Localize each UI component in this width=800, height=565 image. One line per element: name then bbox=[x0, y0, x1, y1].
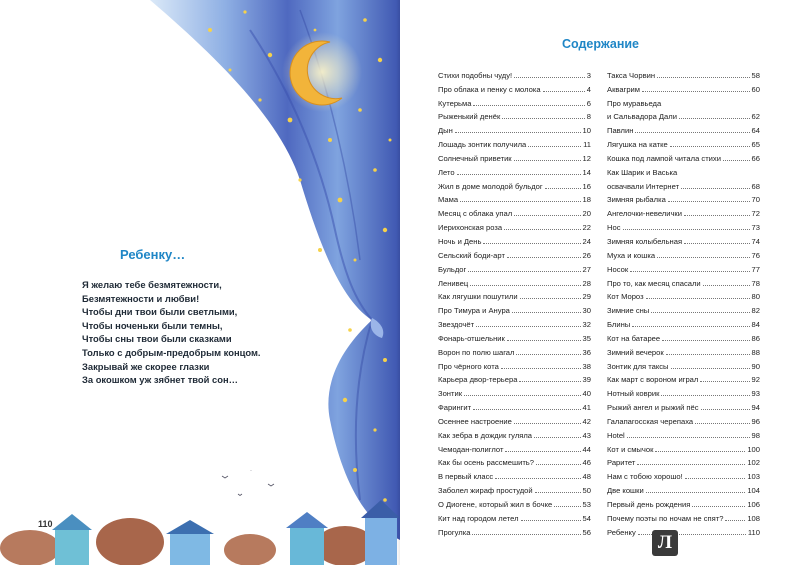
toc-entry-page: 76 bbox=[751, 250, 760, 260]
toc-entry bbox=[607, 232, 760, 246]
toc-entry bbox=[607, 440, 760, 454]
toc-entry bbox=[438, 343, 591, 357]
toc-leader-dots bbox=[519, 381, 580, 382]
poem-line: Чтобы дни твои были светлыми, bbox=[82, 306, 238, 318]
toc-entry-page: 56 bbox=[582, 527, 591, 537]
toc-entry-page: 46 bbox=[582, 458, 591, 468]
toc-leader-dots bbox=[655, 451, 745, 452]
toc-leader-dots bbox=[476, 326, 580, 327]
toc-entry bbox=[607, 94, 760, 108]
toc-entry bbox=[607, 426, 760, 440]
toc-entry bbox=[607, 135, 760, 149]
toc-entry-title: Кот Мороз bbox=[607, 292, 644, 302]
toc-entry-page: 104 bbox=[747, 486, 760, 496]
toc-leader-dots bbox=[512, 312, 581, 313]
toc-entry-page: 6 bbox=[586, 98, 591, 108]
toc-entry bbox=[438, 384, 591, 398]
toc-entry bbox=[438, 523, 591, 537]
toc-leader-dots bbox=[514, 160, 581, 161]
toc-entry-page: 73 bbox=[751, 223, 760, 233]
toc-leader-dots bbox=[627, 437, 750, 438]
toc-leader-dots bbox=[504, 229, 580, 230]
toc-leader-dots bbox=[534, 437, 581, 438]
toc-entry bbox=[438, 371, 591, 385]
toc-entry-page: 42 bbox=[582, 416, 591, 426]
toc-leader-dots bbox=[725, 520, 745, 521]
toc-entry-page: 82 bbox=[751, 306, 760, 316]
toc-entry-page: 4 bbox=[586, 84, 591, 94]
toc-leader-dots bbox=[472, 534, 580, 535]
toc-entry-title: Кот на батарее bbox=[607, 333, 661, 343]
toc-entry-title: Зимняя колыбельная bbox=[607, 236, 683, 246]
toc-leader-dots bbox=[457, 174, 581, 175]
poem-line: Закрывай же скорее глазки bbox=[82, 360, 210, 372]
toc-entry-title: Две кошки bbox=[607, 486, 644, 496]
toc-entry-title: О Диогене, который жил в бочке bbox=[438, 500, 553, 509]
toc-entry-title: Зимний вечерок bbox=[607, 347, 664, 357]
toc-entry-page: 39 bbox=[582, 375, 591, 385]
toc-entry bbox=[607, 80, 760, 94]
toc-entry-title: Почему поэты по ночам не спят? bbox=[607, 513, 724, 523]
toc-column-right bbox=[607, 66, 760, 537]
toc-leader-dots bbox=[623, 229, 750, 230]
toc-column-left bbox=[438, 66, 591, 537]
toc-leader-dots bbox=[470, 285, 580, 286]
toc-entry-title: Про чёрного кота bbox=[438, 361, 499, 371]
toc-entry bbox=[607, 467, 760, 481]
toc-entry bbox=[607, 288, 760, 302]
toc-entry bbox=[607, 204, 760, 218]
toc-leader-dots bbox=[695, 423, 749, 424]
toc-entry-page: 77 bbox=[751, 264, 760, 274]
poem-line: Только с добрым-предобрым концом. bbox=[82, 346, 261, 358]
toc-leader-dots bbox=[651, 312, 749, 313]
toc-entry-page: 54 bbox=[582, 513, 591, 523]
toc-entry bbox=[438, 440, 591, 454]
toc-entry bbox=[438, 509, 591, 523]
toc-entry-page: 28 bbox=[582, 278, 591, 288]
toc-entry-title: Фарингит bbox=[438, 403, 472, 413]
toc-entry-page: 29 bbox=[582, 292, 591, 302]
toc-leader-dots bbox=[473, 105, 584, 106]
toc-entry-title: Про муравьеда bbox=[607, 98, 662, 108]
toc-entry-title: Зимняя рыбалка bbox=[607, 195, 666, 205]
toc-entry bbox=[607, 481, 760, 495]
toc-entry-title: Нам с тобою хорошо! bbox=[607, 472, 683, 482]
toc-entry-page: 103 bbox=[747, 472, 760, 482]
toc-leader-dots bbox=[460, 201, 580, 202]
toc-entry bbox=[438, 357, 591, 371]
toc-entry-title: Такса Чорвин bbox=[607, 70, 656, 80]
toc-entry-page: 96 bbox=[751, 416, 760, 426]
toc-entry-page: 11 bbox=[583, 140, 591, 150]
toc-entry bbox=[607, 177, 760, 191]
toc-entry-title: Как лягушки пошутили bbox=[438, 292, 518, 302]
toc-leader-dots bbox=[666, 354, 750, 355]
toc-entry-page: 64 bbox=[751, 126, 760, 136]
toc-entry-page: 80 bbox=[751, 292, 760, 302]
toc-leader-dots bbox=[684, 243, 749, 244]
toc-entry bbox=[438, 467, 591, 481]
toc-entry-title: Карьера двор-терьера bbox=[438, 375, 518, 385]
toc-leader-dots bbox=[554, 506, 580, 507]
toc-entry-page: 14 bbox=[582, 167, 591, 177]
toc-entry bbox=[607, 398, 760, 412]
toc-entry-title: Чемодан-полиглот bbox=[438, 444, 504, 454]
toc-leader-dots bbox=[516, 354, 580, 355]
toc-entry-title: Как март с вороном играл bbox=[607, 375, 699, 385]
toc-entry-title: Носок bbox=[607, 264, 629, 274]
toc-entry-page: 72 bbox=[751, 209, 760, 219]
toc-leader-dots bbox=[700, 381, 749, 382]
toc-leader-dots bbox=[670, 146, 750, 147]
town-illustration bbox=[0, 470, 400, 565]
toc-entry bbox=[607, 343, 760, 357]
toc-entry-title: Лошадь зонтик получила bbox=[438, 140, 527, 150]
toc-entry bbox=[438, 495, 591, 509]
toc-entry-title: Ночь и День bbox=[438, 236, 482, 246]
toc-leader-dots bbox=[661, 395, 749, 396]
toc-leader-dots bbox=[514, 215, 580, 216]
toc-entry-title: Муха и кошка bbox=[607, 250, 656, 260]
toc-entry-title: Мама bbox=[438, 195, 459, 205]
toc-entry-title: Аквагрим bbox=[607, 84, 641, 94]
toc-entry-title: Лягушка на катке bbox=[607, 140, 668, 150]
toc-entry-title: Стихи подобны чуду! bbox=[438, 70, 513, 80]
toc-leader-dots bbox=[514, 77, 585, 78]
page-number: 110 bbox=[38, 519, 53, 529]
toc-entry bbox=[438, 426, 591, 440]
toc-entry-page: 68 bbox=[751, 181, 760, 191]
toc-entry-page: 70 bbox=[751, 195, 760, 205]
toc-leader-dots bbox=[685, 478, 746, 479]
toc-entry-page: 58 bbox=[751, 70, 760, 80]
toc-entry-page: 98 bbox=[751, 430, 760, 440]
toc-title: Содержание bbox=[562, 37, 640, 51]
toc-leader-dots bbox=[642, 91, 750, 92]
toc-entry-title: Про облака и пенку с молока bbox=[438, 84, 541, 94]
toc-leader-dots bbox=[703, 285, 750, 286]
toc-entry-title: Кот и смычок bbox=[607, 444, 654, 454]
toc-entry-title: Кутерьма bbox=[438, 98, 472, 108]
toc-entry-title: Месяц с облака упал bbox=[438, 209, 513, 219]
toc-entry bbox=[438, 288, 591, 302]
right-page bbox=[400, 0, 800, 565]
toc-leader-dots bbox=[630, 271, 749, 272]
toc-leader-dots bbox=[507, 340, 581, 341]
toc-entry-page: 22 bbox=[582, 223, 591, 233]
toc-entry-title: Как Шарик и Васька bbox=[607, 167, 678, 177]
toc-leader-dots bbox=[468, 271, 580, 272]
toc-entry bbox=[607, 495, 760, 509]
toc-entry-title: Как зебра в дождик гуляла bbox=[438, 430, 533, 440]
toc-leader-dots bbox=[684, 215, 750, 216]
toc-entry-page: 48 bbox=[582, 472, 591, 482]
poem-text bbox=[82, 278, 322, 387]
toc-entry-page: 84 bbox=[751, 320, 760, 330]
toc-entry-page: 110 bbox=[747, 527, 760, 537]
toc-entry-title: Фонарь-отшельник bbox=[438, 333, 505, 343]
toc-entry-title: Иерихонская роза bbox=[438, 223, 503, 233]
poem-line: За окошком уж зябнет твой сон… bbox=[82, 374, 238, 386]
toc-entry bbox=[607, 523, 760, 537]
toc-entry bbox=[607, 412, 760, 426]
toc-leader-dots bbox=[464, 395, 581, 396]
toc-entry bbox=[607, 218, 760, 232]
toc-entry-title: Павлин bbox=[607, 126, 634, 136]
toc-entry bbox=[438, 260, 591, 274]
toc-entry-page: 10 bbox=[582, 126, 591, 136]
toc-entry-title: Ворон по полю шагал bbox=[438, 347, 515, 357]
toc-leader-dots bbox=[505, 451, 580, 452]
toc-leader-dots bbox=[657, 77, 750, 78]
toc-leader-dots bbox=[635, 132, 749, 133]
toc-entry-page: 94 bbox=[751, 403, 760, 413]
toc-leader-dots bbox=[681, 188, 749, 189]
toc-entry-page: 3 bbox=[586, 70, 591, 80]
toc-entry-title: Жил в доме молодой бульдог bbox=[438, 181, 543, 191]
toc-entry-page: 90 bbox=[751, 361, 760, 371]
toc-entry-title: Зимние сны bbox=[607, 306, 650, 316]
toc-leader-dots bbox=[671, 368, 750, 369]
toc-leader-dots bbox=[701, 409, 750, 410]
toc-entry-title: Нос bbox=[607, 223, 621, 233]
toc-entry bbox=[438, 329, 591, 343]
toc-leader-dots bbox=[646, 492, 746, 493]
toc-entry-title: Прогулка bbox=[438, 527, 471, 537]
toc-entry-page: 88 bbox=[751, 347, 760, 357]
toc-entry-title: Солнечный приветик bbox=[438, 153, 512, 163]
toc-leader-dots bbox=[455, 132, 581, 133]
toc-entry bbox=[438, 80, 591, 94]
toc-entry-page: 65 bbox=[751, 140, 760, 150]
bird-icon bbox=[222, 470, 274, 496]
toc-entry-title: Нотный коврик bbox=[607, 389, 660, 399]
toc-leader-dots bbox=[637, 464, 745, 465]
toc-leader-dots bbox=[528, 146, 581, 147]
toc-entry-page: 36 bbox=[582, 347, 591, 357]
toc-entry-page: 44 bbox=[582, 444, 591, 454]
toc-entry-page: 27 bbox=[582, 264, 591, 274]
toc-entry-page: 86 bbox=[751, 333, 760, 343]
toc-entry bbox=[607, 260, 760, 274]
toc-entry-page: 38 bbox=[582, 361, 591, 371]
toc-leader-dots bbox=[501, 368, 581, 369]
toc-entry-title: Ленивец bbox=[438, 278, 469, 288]
toc-entry-page: 8 bbox=[586, 112, 591, 122]
toc-leader-dots bbox=[483, 243, 580, 244]
toc-entry-title: Осеннее настроение bbox=[438, 416, 512, 426]
toc-entry bbox=[438, 398, 591, 412]
toc-entry bbox=[607, 108, 760, 122]
toc-entry bbox=[607, 509, 760, 523]
toc-entry bbox=[607, 384, 760, 398]
toc-leader-dots bbox=[668, 201, 750, 202]
toc-entry-page: 16 bbox=[582, 181, 591, 191]
toc-leader-dots bbox=[502, 118, 584, 119]
toc-entry bbox=[438, 149, 591, 163]
toc-entry-title: Раритет bbox=[607, 458, 636, 468]
toc-entry-title: Сельский боди-арт bbox=[438, 250, 505, 260]
toc-entry-page: 93 bbox=[751, 389, 760, 399]
poem-line: Я желаю тебе безмятежности, bbox=[82, 279, 222, 290]
toc-entry-page: 50 bbox=[582, 486, 591, 496]
toc-entry bbox=[438, 481, 591, 495]
toc-entry-title: Блины bbox=[607, 320, 631, 330]
toc-entry-title: Лето bbox=[438, 167, 455, 177]
toc-entry bbox=[438, 274, 591, 288]
toc-entry bbox=[438, 454, 591, 468]
toc-entry-page: 92 bbox=[751, 375, 760, 385]
toc-entry-page: 30 bbox=[582, 306, 591, 316]
toc-entry bbox=[607, 274, 760, 288]
toc-entry-title: Как бы осень рассмешить? bbox=[438, 458, 534, 468]
toc-leader-dots bbox=[646, 298, 750, 299]
toc-entry-title: Бульдог bbox=[438, 264, 467, 274]
toc-entry-page: 32 bbox=[582, 320, 591, 330]
toc-entry-page: 66 bbox=[751, 153, 760, 163]
toc-entry-title: Галапагосская черепаха bbox=[607, 416, 694, 426]
toc-entry-title: Первый день рождения bbox=[607, 500, 691, 509]
toc-leader-dots bbox=[632, 326, 749, 327]
toc-entry bbox=[438, 191, 591, 205]
toc-entry-title: Дын bbox=[438, 126, 453, 136]
toc-entry-title: Кит над городом летел bbox=[438, 513, 519, 523]
toc-entry-page: 78 bbox=[751, 278, 760, 288]
toc-leader-dots bbox=[662, 340, 749, 341]
toc-entry bbox=[438, 246, 591, 260]
toc-leader-dots bbox=[679, 118, 750, 119]
toc-entry-page: 41 bbox=[582, 403, 591, 413]
toc-entry-title: Про Тимура и Анура bbox=[438, 306, 510, 316]
poem-line: Безмятежности и любви! bbox=[82, 292, 200, 304]
toc-entry bbox=[607, 66, 760, 80]
toc-leader-dots bbox=[545, 188, 581, 189]
toc-entry-page: 108 bbox=[747, 513, 760, 523]
toc-entry bbox=[607, 371, 760, 385]
toc-entry bbox=[438, 108, 591, 122]
toc-leader-dots bbox=[473, 409, 580, 410]
toc-entry bbox=[438, 232, 591, 246]
toc-entry bbox=[438, 66, 591, 80]
toc-entry-page: 35 bbox=[582, 333, 591, 343]
toc-entry bbox=[607, 329, 760, 343]
toc-entry bbox=[607, 191, 760, 205]
toc-entry-title: Рыженький денёк bbox=[438, 112, 501, 122]
toc-entry-page: 106 bbox=[747, 500, 760, 509]
toc-entry-page: 74 bbox=[751, 236, 760, 246]
poem-line: Чтобы сны твои были сказками bbox=[82, 333, 232, 345]
toc-entry-page: 62 bbox=[751, 112, 760, 122]
toc-leader-dots bbox=[514, 423, 581, 424]
toc-entry-page: 60 bbox=[751, 84, 760, 94]
toc-entry bbox=[438, 121, 591, 135]
toc-leader-dots bbox=[657, 257, 750, 258]
toc-entry bbox=[607, 121, 760, 135]
toc-entry bbox=[438, 301, 591, 315]
toc-leader-dots bbox=[723, 160, 750, 161]
poem-title: Ребенку… bbox=[120, 247, 186, 262]
toc-entry-page: 20 bbox=[582, 209, 591, 219]
toc-entry bbox=[438, 94, 591, 108]
toc-entry-title: Про то, как месяц спасали bbox=[607, 278, 701, 288]
toc-entry-title: Заболел жираф простудой bbox=[438, 486, 533, 496]
toc-entry bbox=[607, 454, 760, 468]
toc-entry bbox=[607, 357, 760, 371]
toc-leader-dots bbox=[543, 91, 585, 92]
toc-entry-title: Зонтик bbox=[438, 389, 463, 399]
toc-entry-page: 12 bbox=[582, 153, 591, 163]
toc-entry-title: Ангелочки-невелички bbox=[607, 209, 682, 219]
toc-entry-page: 26 bbox=[582, 250, 591, 260]
toc-entry bbox=[607, 149, 760, 163]
toc-entry bbox=[438, 412, 591, 426]
toc-entry-title: Рыжий ангел и рыжий пёс bbox=[607, 403, 699, 413]
toc-entry-page: 24 bbox=[582, 236, 591, 246]
toc-entry bbox=[607, 246, 760, 260]
toc-entry bbox=[607, 163, 760, 177]
toc-entry bbox=[438, 204, 591, 218]
toc-entry bbox=[438, 315, 591, 329]
toc-entry-page: 43 bbox=[582, 430, 591, 440]
toc-leader-dots bbox=[520, 298, 581, 299]
toc-entry-title: освачвали Интернет bbox=[607, 181, 680, 191]
toc-entry bbox=[438, 135, 591, 149]
toc-leader-dots bbox=[495, 478, 580, 479]
toc-entry-page: 18 bbox=[582, 195, 591, 205]
toc-entry-page: 100 bbox=[747, 444, 760, 454]
toc-entry-page: 102 bbox=[747, 458, 760, 468]
toc-entry bbox=[438, 218, 591, 232]
toc-leader-dots bbox=[536, 464, 581, 465]
toc-entry bbox=[438, 177, 591, 191]
toc-entry-title: Зонтик для таксы bbox=[607, 361, 669, 371]
toc-leader-dots bbox=[692, 506, 745, 507]
toc-entry-title: и Сальвадора Дали bbox=[607, 112, 677, 122]
toc-entry-title: В первый класс bbox=[438, 472, 494, 482]
toc-leader-dots bbox=[535, 492, 581, 493]
toc-entry-title: Ребенку bbox=[607, 527, 636, 537]
toc-entry-title: Кошка под лампой читала стихи bbox=[607, 153, 721, 163]
toc-entry-page: 40 bbox=[582, 389, 591, 399]
toc-leader-dots bbox=[521, 520, 581, 521]
toc-entry bbox=[607, 315, 760, 329]
publisher-logo: Л bbox=[652, 530, 678, 556]
toc-entry-title: Hotel bbox=[607, 430, 625, 440]
poem-line: Чтобы ноченьки были темны, bbox=[82, 319, 223, 331]
toc-entry bbox=[438, 163, 591, 177]
toc-entry-page: 53 bbox=[582, 500, 591, 509]
toc-entry bbox=[607, 301, 760, 315]
toc-entry-title: Звездочёт bbox=[438, 320, 475, 330]
toc-leader-dots bbox=[507, 257, 581, 258]
